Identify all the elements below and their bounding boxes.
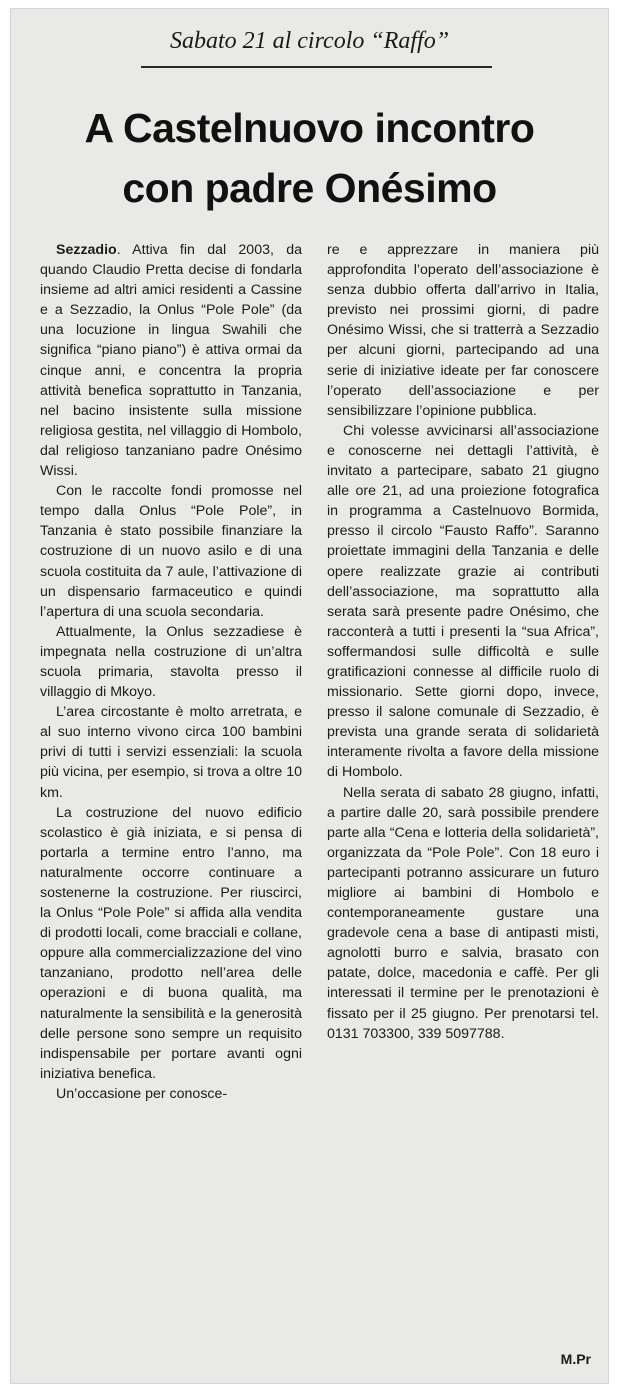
article-paragraph <box>40 240 302 481</box>
author-signature: M.Pr <box>560 1351 591 1367</box>
article-column-right <box>327 240 599 1044</box>
article-paragraph: L’area circostante è molto arretrata, e al suo interno vivono circa 100 bambini privi di tutti i servizi essenziali: la scuola più vicina, per esempio, si trova a oltre 10 km. <box>40 704 302 801</box>
article-paragraph: Con le raccolte fondi promosse nel tempo dalla Onlus “Pole Pole”, in Tanzania è stato possibile finanziare la costruzione di un nuovo asilo e di una scuola costituita da 7 aule, l’attivazione di un dispensario farmaceutico e quindi l’apertura di una scuola secondaria. <box>40 483 302 620</box>
paragraph-text: . Attiva fin dal 2003, da quando Claudio Pretta decise di fondarla insieme ad altri amici residenti a Cassine e a Sezzadio, la Onlus “Pole Pole” (da una locuzione in lingua Swahili che significa “piano piano”) è attiva ormai da cinque anni, e concentra la propria attività benefica soprattutto in Tanzania, nel bacino insistente sulla missione religiosa gestita, nel villaggio di Hombolo, dal religioso tanzaniano padre Onésimo Wissi. <box>40 242 302 480</box>
article-paragraph: Attualmente, la Onlus sezzadiese è impegnata nella costruzione di un’altra scuola primaria, stavolta presso il villaggio di Mkoyo. <box>40 623 302 701</box>
article-paragraph: La costruzione del nuovo edificio scolastico è già iniziata, e si pensa di portarla a termine entro l’anno, ma naturalmente occorre continuare a sostenerne la costruzione. Per riuscirci, la Onlus “Pole Pole” si affida alla vendita di prodotti locali, come bracciali e collane, oppure alla commercializzazione del vino tanzaniano, prodotto nell’area delle operazioni e di buona qualità, ma naturalmente la sensibilità e la generosità delle persone sono sempre un requisito indispensabile per portare avanti ogni iniziativa benefica. <box>40 804 302 1082</box>
article-paragraph: Chi volesse avvicinarsi all’associazione e conoscerne nei dettagli l’attività, è invitato a partecipare, sabato 21 giugno alle ore 21, ad una proiezione fotografica in programma a Castelnuovo Bormida, presso il circolo “Fausto Raffo”. Saranno proiettate immagini della Tanzania e delle opere realizzate grazie ai contributi dell’associazione, ma soprattutto alla serata sarà presente padre Onésimo, che racconterà a tutti i presenti la “sua Africa”, soffermandosi sulle difficoltà e sulle gratificazioni connesse al difficile ruolo di missionario. Sette giorni dopo, invece, presso il salone comunale di Sezzadio, è prevista una grande serata di solidarietà interamente rivolta a favore della missione di Hombolo. <box>327 422 599 781</box>
article-column-left <box>40 240 302 1104</box>
kicker-rule <box>141 66 492 68</box>
dateline: Sezzadio <box>56 242 117 258</box>
article-paragraph: Un’occasione per conosce- <box>56 1085 228 1102</box>
article-paragraph: Nella serata di sabato 28 giugno, infatti, a partire dalle 20, sarà possibile prendere parte alla “Cena e lotteria della solidarietà”, organizzata da “Pole Pole”. Con 18 euro i partecipanti potranno assicurare un futuro migliore ai bambini di Hombolo e contemporaneamente gustare una gradevole cena a base di antipasti misti, agnolotti burro e salvia, brasato con patate, dolce, macedonia e caffè. Per gli interessati il termine per le prenotazioni è fissato per il 25 giugno. Per prenotarsi tel. 0131 703300, 339 5097788. <box>327 784 599 1042</box>
headline-line-1: A Castelnuovo incontro <box>84 105 535 151</box>
article-paragraph: re e apprezzare in maniera più approfondita l’operato dell’associazione è senza dubbio offerta dall’arrivo in Italia, previsto nei prossimi giorni, di padre Onésimo Wissi, che si tratterrà a Sezzadio per alcuni giorni, partecipando ad una serie di iniziative ideate per far conoscere l’operato dell’associazione e per sensibilizzare l’opinione pubblica. <box>327 242 599 419</box>
headline-line-2: con padre Onésimo <box>122 165 497 211</box>
kicker: Sabato 21 al circolo “Raffo” <box>169 28 450 54</box>
headline <box>10 98 609 218</box>
newspaper-clipping <box>10 8 609 1384</box>
